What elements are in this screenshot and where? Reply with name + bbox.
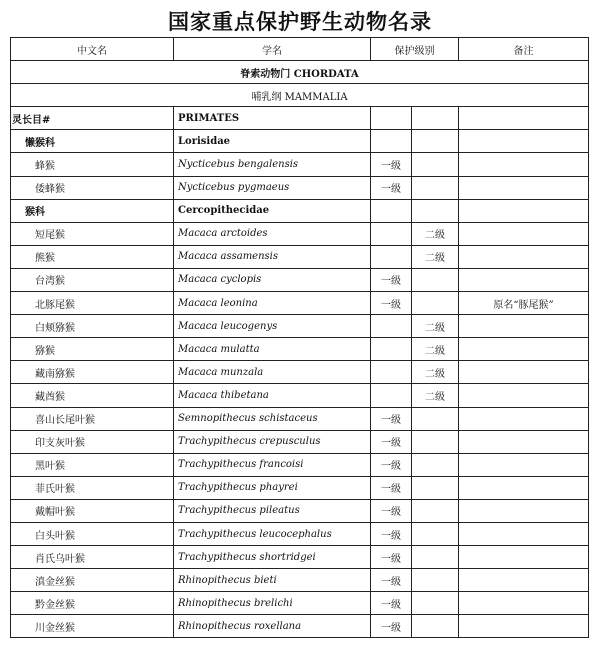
scientific-name-cell: Nycticebus pygmaeus — [174, 176, 371, 199]
page-title: 国家重点保护野生动物名录 — [168, 9, 432, 34]
remarks-cell — [459, 476, 589, 499]
level-1-cell — [371, 107, 412, 130]
species-row — [11, 546, 589, 569]
species-table — [10, 37, 589, 638]
level-1-cell: 一级 — [371, 499, 412, 522]
scientific-name-cell: Trachypithecus phayrei — [174, 476, 371, 499]
species-row — [11, 499, 589, 522]
level-1-cell — [371, 245, 412, 268]
level-1-cell: 一级 — [371, 407, 412, 430]
level-1-cell: 一级 — [371, 430, 412, 453]
scientific-name-cell: Macaca munzala — [174, 361, 371, 384]
scientific-name-cell: Macaca cyclopis — [174, 268, 371, 291]
chinese-name-cell: 印支灰叶猴 — [11, 430, 174, 453]
level-2-cell — [412, 407, 459, 430]
remarks-cell — [459, 430, 589, 453]
chinese-name-cell: 短尾猴 — [11, 222, 174, 245]
chinese-name-cell: 猕猴 — [11, 338, 174, 361]
chinese-name-cell: 白头叶猴 — [11, 522, 174, 545]
phylum-row — [11, 61, 589, 84]
level-1-cell: 一级 — [371, 453, 412, 476]
scientific-name-cell: Trachypithecus pileatus — [174, 499, 371, 522]
level-1-cell: 一级 — [371, 153, 412, 176]
phylum-label: 脊索动物门 CHORDATA — [11, 61, 589, 84]
species-row — [11, 315, 589, 338]
scientific-name-cell: PRIMATES — [174, 107, 371, 130]
scientific-name-cell: Macaca thibetana — [174, 384, 371, 407]
header-remarks: 备注 — [459, 38, 589, 61]
level-1-cell — [371, 199, 412, 222]
scientific-name-cell: Cercopithecidae — [174, 199, 371, 222]
level-2-cell — [412, 292, 459, 315]
chinese-name-cell: 黔金丝猴 — [11, 592, 174, 615]
chinese-name-cell: 川金丝猴 — [11, 615, 174, 638]
scientific-name-cell: Trachypithecus shortridgei — [174, 546, 371, 569]
level-2-cell — [412, 430, 459, 453]
chinese-name-cell: 猴科 — [11, 199, 174, 222]
species-row — [11, 222, 589, 245]
chinese-name-cell: 菲氏叶猴 — [11, 476, 174, 499]
level-2-cell — [412, 176, 459, 199]
header-protection-level: 保护级别 — [371, 38, 459, 61]
level-2-cell — [412, 546, 459, 569]
level-1-cell: 一级 — [371, 522, 412, 545]
species-row — [11, 384, 589, 407]
chinese-name-cell: 滇金丝猴 — [11, 569, 174, 592]
level-2-cell: 二级 — [412, 384, 459, 407]
species-row — [11, 245, 589, 268]
class-row — [11, 84, 589, 107]
remarks-cell — [459, 592, 589, 615]
chinese-name-cell: 肖氏乌叶猴 — [11, 546, 174, 569]
level-2-cell — [412, 453, 459, 476]
scientific-name-cell: Rhinopithecus bieti — [174, 569, 371, 592]
scientific-name-cell: Nycticebus bengalensis — [174, 153, 371, 176]
remarks-cell — [459, 615, 589, 638]
level-1-cell: 一级 — [371, 176, 412, 199]
species-row — [11, 476, 589, 499]
remarks-cell — [459, 130, 589, 153]
species-row — [11, 615, 589, 638]
level-1-cell: 一级 — [371, 569, 412, 592]
level-2-cell — [412, 522, 459, 545]
species-row — [11, 453, 589, 476]
chinese-name-cell: 藏南猕猴 — [11, 361, 174, 384]
scientific-name-cell: Trachypithecus crepusculus — [174, 430, 371, 453]
level-1-cell: 一级 — [371, 476, 412, 499]
family-row — [11, 199, 589, 222]
remarks-cell — [459, 384, 589, 407]
family-row — [11, 130, 589, 153]
level-2-cell — [412, 130, 459, 153]
scientific-name-cell: Macaca assamensis — [174, 245, 371, 268]
level-1-cell — [371, 338, 412, 361]
remarks-cell — [459, 569, 589, 592]
header-scientific-name: 学名 — [174, 38, 371, 61]
scientific-name-cell: Lorisidae — [174, 130, 371, 153]
level-1-cell: 一级 — [371, 615, 412, 638]
level-2-cell — [412, 499, 459, 522]
chinese-name-cell: 藏酋猴 — [11, 384, 174, 407]
chinese-name-cell: 黑叶猴 — [11, 453, 174, 476]
remarks-cell — [459, 176, 589, 199]
remarks-cell — [459, 107, 589, 130]
remarks-cell — [459, 338, 589, 361]
chinese-name-cell: 灵长目# — [11, 107, 174, 130]
level-1-cell: 一级 — [371, 546, 412, 569]
remarks-cell — [459, 268, 589, 291]
level-1-cell — [371, 130, 412, 153]
class-label: 哺乳纲 MAMMALIA — [11, 84, 589, 107]
level-1-cell: 一级 — [371, 292, 412, 315]
chinese-name-cell: 喜山长尾叶猴 — [11, 407, 174, 430]
species-row — [11, 592, 589, 615]
level-2-cell — [412, 569, 459, 592]
species-row — [11, 268, 589, 291]
scientific-name-cell: Macaca arctoides — [174, 222, 371, 245]
chinese-name-cell: 熊猴 — [11, 245, 174, 268]
remarks-cell — [459, 453, 589, 476]
scientific-name-cell: Semnopithecus schistaceus — [174, 407, 371, 430]
level-2-cell: 二级 — [412, 245, 459, 268]
chinese-name-cell: 白颊猕猴 — [11, 315, 174, 338]
scientific-name-cell: Rhinopithecus brelichi — [174, 592, 371, 615]
remarks-cell — [459, 546, 589, 569]
level-1-cell: 一级 — [371, 592, 412, 615]
header-row — [11, 38, 589, 61]
level-1-cell — [371, 315, 412, 338]
level-2-cell — [412, 199, 459, 222]
scientific-name-cell: Rhinopithecus roxellana — [174, 615, 371, 638]
species-row — [11, 292, 589, 315]
remarks-cell — [459, 522, 589, 545]
order-row — [11, 107, 589, 130]
remarks-cell — [459, 361, 589, 384]
level-2-cell: 二级 — [412, 315, 459, 338]
species-row — [11, 522, 589, 545]
remarks-cell — [459, 199, 589, 222]
header-chinese-name: 中文名 — [11, 38, 174, 61]
species-row — [11, 338, 589, 361]
level-2-cell — [412, 615, 459, 638]
scientific-name-cell: Macaca mulatta — [174, 338, 371, 361]
species-row — [11, 176, 589, 199]
level-1-cell — [371, 222, 412, 245]
species-row — [11, 569, 589, 592]
chinese-name-cell: 戴帽叶猴 — [11, 499, 174, 522]
remarks-cell — [459, 222, 589, 245]
chinese-name-cell: 懒猴科 — [11, 130, 174, 153]
level-2-cell — [412, 592, 459, 615]
remarks-cell — [459, 153, 589, 176]
scientific-name-cell: Trachypithecus francoisi — [174, 453, 371, 476]
scientific-name-cell: Trachypithecus leucocephalus — [174, 522, 371, 545]
level-1-cell: 一级 — [371, 268, 412, 291]
species-row — [11, 430, 589, 453]
species-row — [11, 153, 589, 176]
level-2-cell — [412, 107, 459, 130]
level-1-cell — [371, 361, 412, 384]
species-row — [11, 361, 589, 384]
level-2-cell — [412, 268, 459, 291]
remarks-cell: 原名“豚尾猴” — [459, 292, 589, 315]
remarks-cell — [459, 407, 589, 430]
level-2-cell: 二级 — [412, 222, 459, 245]
level-1-cell — [371, 384, 412, 407]
chinese-name-cell: 蜂猴 — [11, 153, 174, 176]
chinese-name-cell: 台湾猴 — [11, 268, 174, 291]
species-row — [11, 407, 589, 430]
remarks-cell — [459, 245, 589, 268]
level-2-cell — [412, 153, 459, 176]
level-2-cell — [412, 476, 459, 499]
remarks-cell — [459, 315, 589, 338]
level-2-cell: 二级 — [412, 361, 459, 384]
remarks-cell — [459, 499, 589, 522]
scientific-name-cell: Macaca leucogenys — [174, 315, 371, 338]
chinese-name-cell: 北豚尾猴 — [11, 292, 174, 315]
scientific-name-cell: Macaca leonina — [174, 292, 371, 315]
chinese-name-cell: 倭蜂猴 — [11, 176, 174, 199]
level-2-cell: 二级 — [412, 338, 459, 361]
